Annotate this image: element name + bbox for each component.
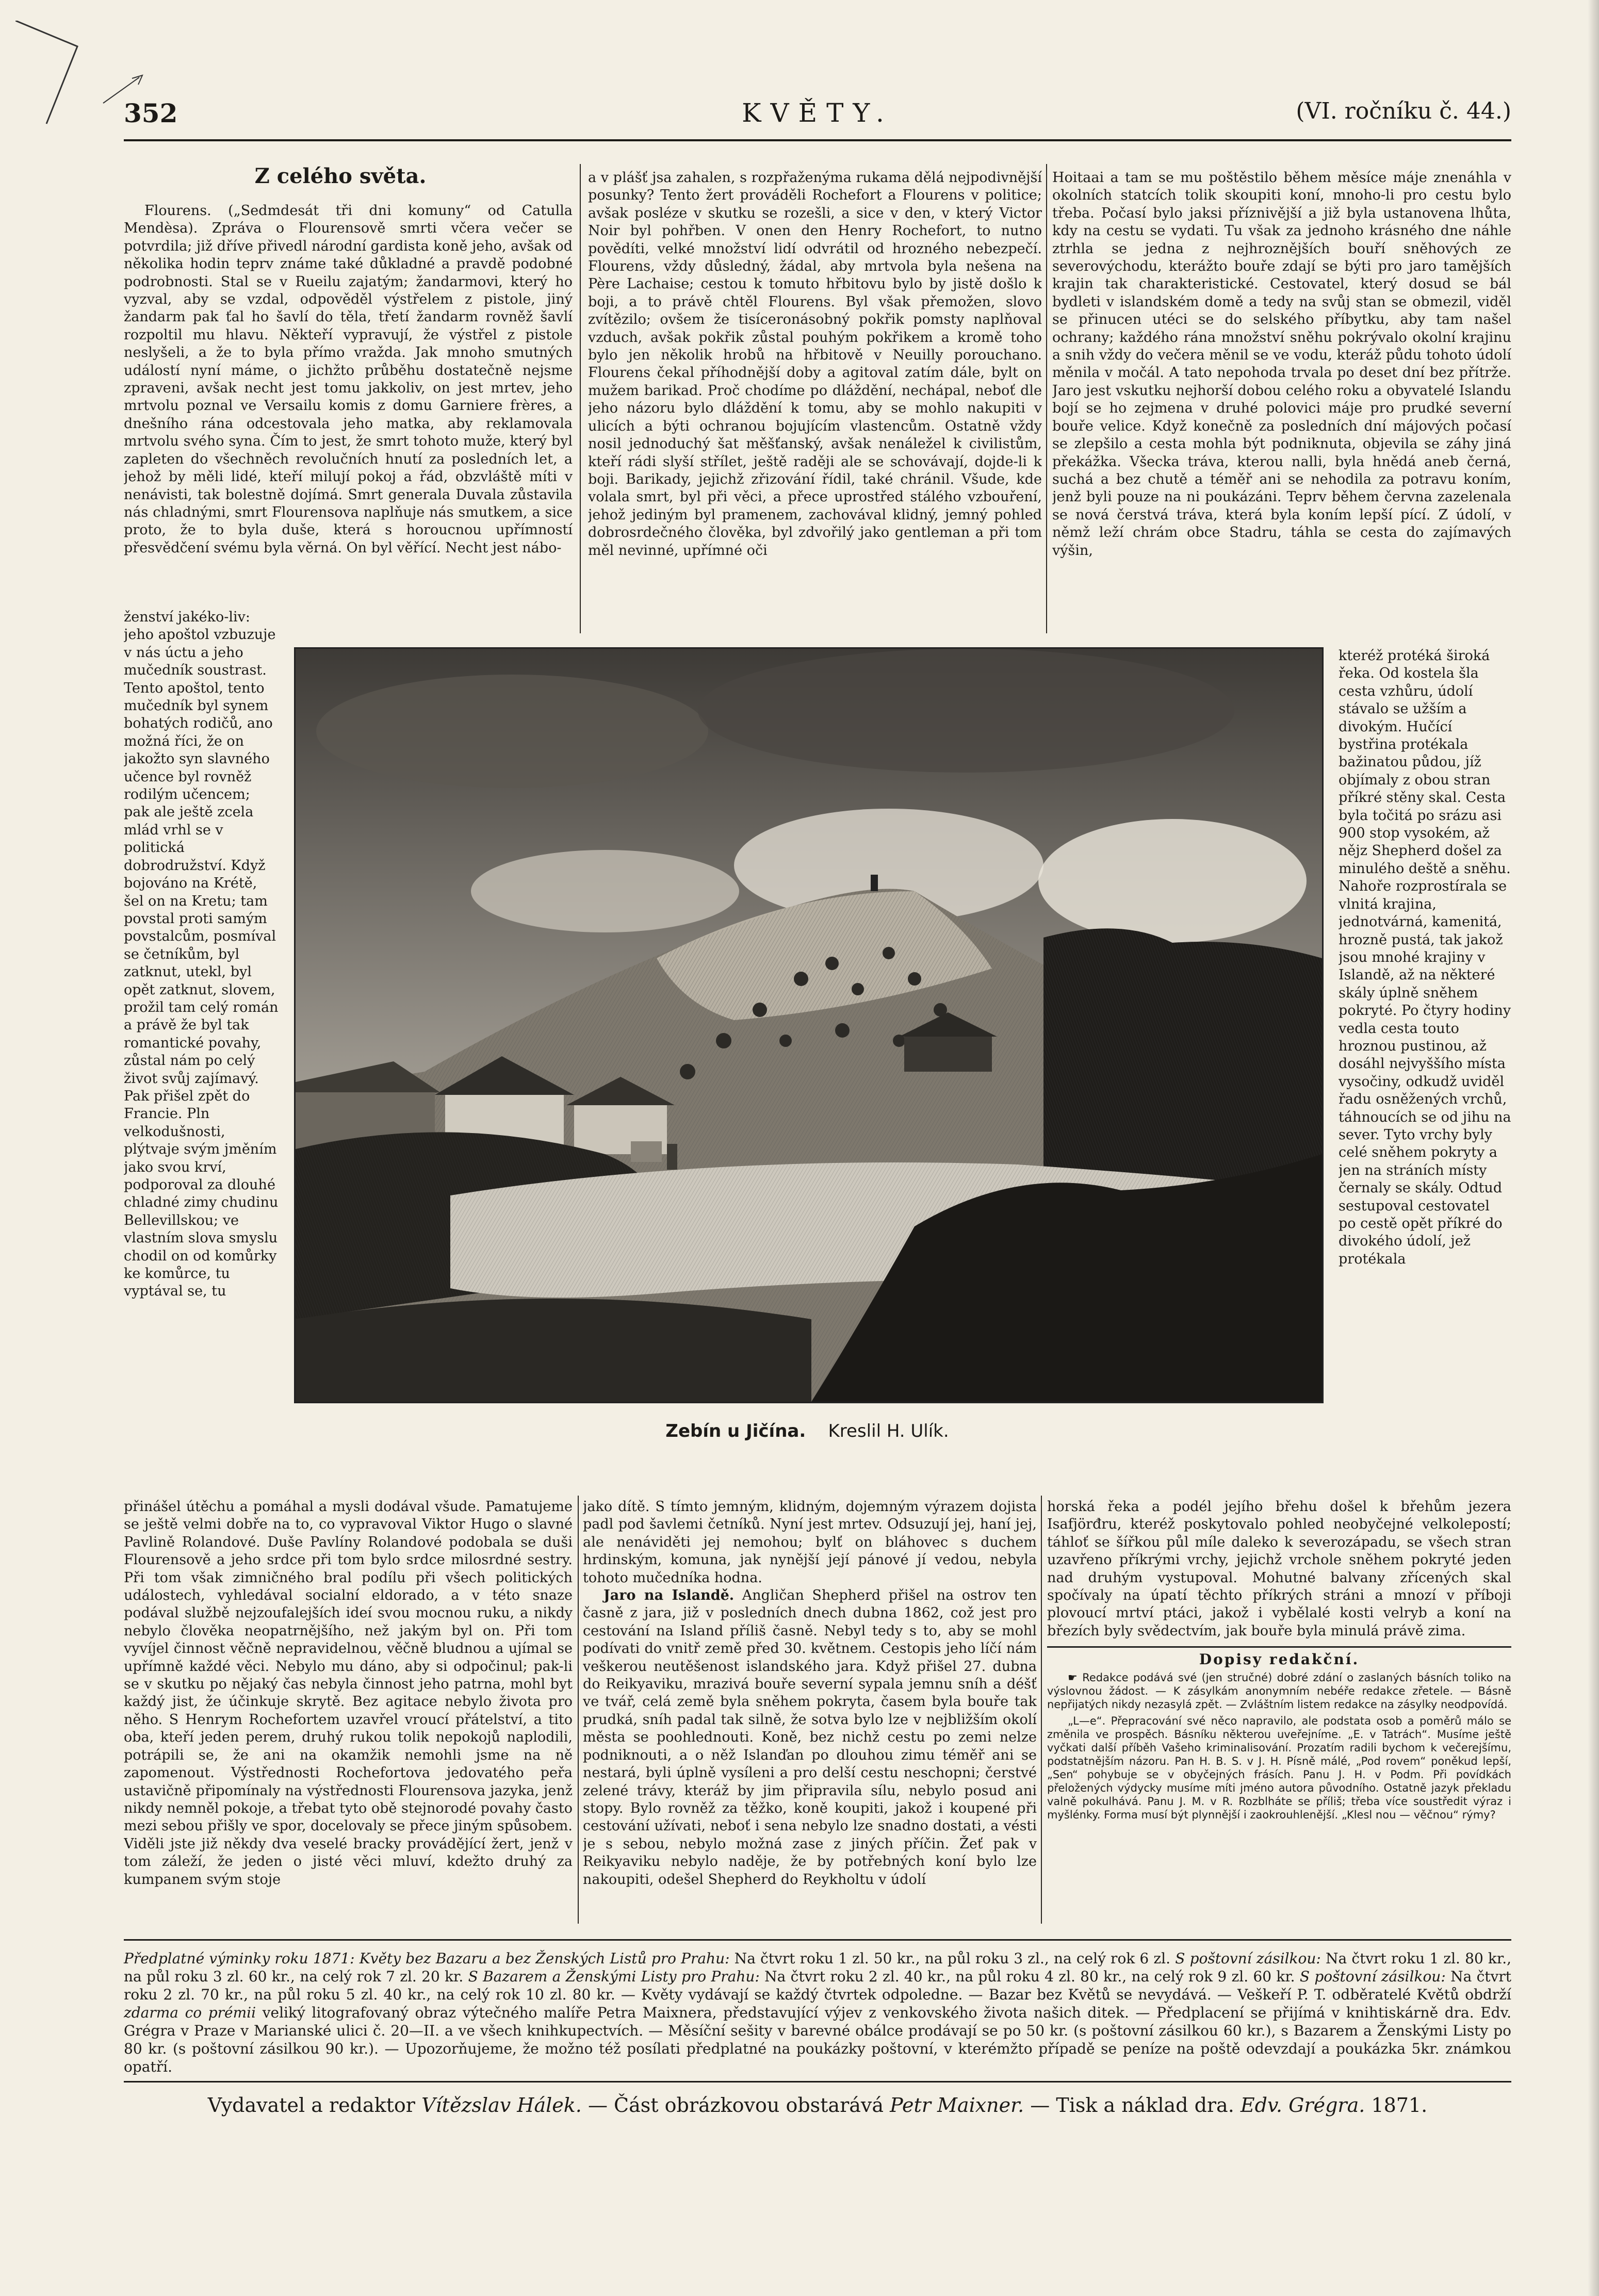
page-number: 352 <box>124 98 178 128</box>
article-jaro-part3: Hoitaai a tam se mu poštěstilo během měsíce máje znenáhla v okolních statcích tolik skoupiti koní, mnoho-li pro cestu bylo třeba. Počasí bylo jaksi příznivější a již byla ustanovena lhůta, kdy na cestu se vydati. Tu však za jednoho krásného dne náhle ztrhla se jedna z nejhroznějších bouří sněhových ze severovýchodu, kterážto bouře zdají se býti pro jaro tamějších krajin tak charakteristické. Cestovatel, který dosud se bál bydleti v islandském domě a tedy na svůj stan se obmezil, viděl se přinucen utéci se do selského příbytku, aby tam našel ochrany; každého rána množství sněhu pokrývalo okolní krajinu a snih vždy do večera měnil se ve vodu, kteráž půdu tohoto údolí měnila v močál. A tato nepohoda trvala po deset dní bez přítrže. Jaro jest vskutku nejhorší dobou celého roku a obyvatelé Islandu bojí se ho zejmena v druhé polovici máje pro prudké severní bouře velice. Když konečně za posledních dní májových počasí se zlepšilo a cesta mohla být podniknuta, objevila se záhy jiná překážka. Všecka tráva, kterou nalli, byla hnědá aneb černá, suchá a bez chutě a téměř ani se nehodila za potravu koním, jenž byli pouze na ni poukázáni. Teprv během červnа zazelenala se nová čerstvá tráva, která byla koním lepší pící. Z údolí, v němž leží chrám obce Stadru, táhla se cesta do zajímavých výšin, <box>1052 170 1511 559</box>
printer-name: Edv. Grégra. <box>1240 2094 1365 2117</box>
column-2-bottom <box>583 1498 1037 1926</box>
subscription-terms: Předplatné výminky roku 1871: Květy bez Bazaru a bez Ženských Listů pro Prahu: Na čtvrt roku 1 zl. 50 kr., na půl roku 3 zl., na celý rok 6 zl. S poštovní zásilkou: Na čtvrt roku 1 zl. 80 kr., na půl roku 3 zl. 60 kr., na celý rok 7 zl. 20 kr. S Bazarem a Ženskými Listy pro Prahu: Na čtvrt roku 2 zl. 40 kr., na půl roku 4 zl. 80 kr., na celý rok 9 zl. 60 kr. S poštovní zásilkou: Na čtvrt roku 2 zl. 70 kr., na půl roku 5 zl. 40 kr., na celý rok 10 zl. 80 kr. — Květy vydávají se každý čtvrtek odpoledne. — Bazar bez Květů se nevydává. — Veškeří P. T. odběratelé Květů obdrží zdarma co prémii veliký litografovaný obraz výtečného malíře Petra Maixnera, představující výjev z venkovského života našich ditek. — Předplacení se přijímá v knihtiskárně dra. Edv. Grégra v Praze v Marianské ulici č. 20—II. a ve všech knihkupectvích. — Měsíční sešity v barevné obálce prodávají se po 50 kr. (s poštovní zásilkou 60 kr.), s Bazarem a Ženskými Listy po 80 kr. (s poštovní zásilkou 90 kr.). — Upozorňujeme, že možno též posílati předplatné na poukázky poštovní, v kterémžto případě se peníze na poště odevzdají a poukázka 5kr. známkou opatří. <box>124 1950 1512 2075</box>
section-title: Z celého světa. <box>254 164 427 188</box>
column-divider-3 <box>578 1496 579 1924</box>
subscription-top-rule <box>124 1939 1511 1941</box>
engraving-illustration <box>294 647 1324 1403</box>
article-flourens-part3: a v plášť jsa zahalen, s rozpřaženýma rukama dělá nejpodivnější posunky? Tento žert prováděli Rochefort a Flourens v politice; avšak posléze v skutku se rozešli, a sice v den, v který Victor Noir byl pohřben. V onen den Henry Rochefort, to nutno povědíti, velké množství lidí odvrátil od hrozného nebezpečí. Flourens, vždy důsledný, žádal, aby mrtvola byla nešena na Père Lachaise; cestou k tomuto hřbitovu bylo by jistě došlo k boji, a to právě chtěl Flourens. Byl však přemožen, slovo zvítězilo; ovšem že tisíceronásobný pokřik pomsty naplňoval vzduch, avšak pokřik zůstal pouhým pokřikem a kromě toho bylo jen několik hrobů na hřbitově v Neuilly porouchano. Flourens čekal příhodnější doby a agitoval zatím dále, bylt on mužem barikad. Proč chodíme po dláždění, nechápal, neboť dle jeho názoru bylo dláždění k tomu, aby se mohlo nakupiti v ulicích a býti ochranou bojujícím vlastencům. Ostatně vždy nosil jednoduchý šat měšťanský, avšak nenáležel k civilistům, kteří rádi slyší střílet, ještě raději ale se schovávají, dojde-li k boji. Barikady, jejichž zřizování řídil, také chránil. Všude, kde volala smrt, byl při věci, a přece uprostřed stálého vzbouření, jehož jediným byl pramenem, zachovával klidný, jemný pohled dobrosrdečného člověka, byl zdvořilý jako gentleman a při tom měl nevinné, upřímné oči <box>588 170 1042 559</box>
article-jaro-part4: kteréž protéká široká řeka. Od kostela šla cesta vzhůru, údolí stávalo se užším a divokým. Hučící bystřina protékala bažinatou půdou, jíž objímaly z obou stran příkré stěny skal. Cesta byla točitá po srázu asi 900 stop vysokém, až nějz Shepherd došel za minulého deště a sněhu. Nahoře rozprostírala se vlnitá krajina, jednotvárná, kamenitá, hrozně pustá, tak jakož jsou mnohé krajiny v Islandě, až na některé skály úplně sněhem pokryté. Po čtyry hodiny vedla cesta touto hroznou pustinou, až dosáhl nejvyššího místa vysočiny, odkudž uviděl řadu osněžených vrchů, táhnoucích se od jihu na sever. Tyto vrchy byly celé sněhem pokryty a jen na stráních místy černaly se skály. Odtud sestupoval cestovatel po cestě opět příkré do divokého údolí, jež protékala <box>1339 648 1511 1267</box>
dopisy-title: Dopisy redakční. <box>1199 1651 1360 1668</box>
page-header <box>124 98 1511 134</box>
column-1-bottom <box>124 1498 573 1926</box>
column-2-top <box>588 169 1042 633</box>
dopisy-body <box>1047 1671 1511 1822</box>
article-flourens-part2: ženství jakéko-liv: jeho apoštol vzbuzuje v nás úctu a jeho mučedník soustrast. Tento apoštol, tento mučedník byl synem bohatých rodičů, ano možná říci, že on jakožto syn slavného učence byl rovněž rodilým učencem; pak ale ještě zcela mlád vrhl se v politická dobrodružství. Když bojováno na Krétě, šel on na Kretu; tam povstal proti samým povstalcům, posmíval se četníkům, byl zatknut, utekl, byl opět zatknut, slovem, prožil tam celý román a právě že byl tak romantické povahy, zůstal nám po celý život svůj zajímavý. Pak přišel zpět do Francie. Pln velkodušnosti, plýtvaje svým jměním jako svou krví, podporoval za dlouhé chladné zimy chudinu Bellevillskou; ve vlastním slova smyslu chodil on od komůrky ke komůrce, tu vyptával se, tu <box>124 609 279 1300</box>
magazine-title: KVĚTY. <box>742 98 893 128</box>
engraving-landscape <box>296 649 1322 1402</box>
page-edge-shadow <box>1588 0 1599 2296</box>
volume-label: (VI. ročníku č. 44.) <box>1296 98 1511 124</box>
column-1-top <box>124 202 573 610</box>
column-3-bottom <box>1047 1498 1511 1926</box>
column-1-narrow <box>124 609 279 1496</box>
column-3-narrow <box>1339 647 1511 1498</box>
illustrator-name: Petr Maixner. <box>890 2094 1024 2117</box>
column-divider-1 <box>580 164 581 633</box>
editor-name: Vítězslav Hálek. <box>421 2094 582 2117</box>
dopisy-item: ☛ Redakce podává své (jen stručné) dobré zdání o zaslaných básních toliko na výslovnou žádost. — K zásylkám anonymním nebéře redakce zřetele. — Básně nepřijatých nikdy nezasylá zpět. — Zvláštním listem redakce na zásylky neodpovídá. <box>1047 1671 1511 1711</box>
article-jaro-part5: horská řeka a podél jejího břehu došel k břehům jezera Isafjörđru, kteréž poskytovalo pohled neobyčejné velkolepostí; táhloť se šířkou půl míle daleko k severozápadu, se všech stran uzavřeno příkrými vrchy, jejichž vrchole sněhem pokryté jeden nad druhým vystupoval. Mohutné balvany zřícených skal spočívaly na úpatí těchto příkrých stráni a mnozí v příboji plovoucí mrtví ptáci, jakož i vybělalé kosti velryb a koní na březích byly svědectvím, jak bouře byla minulá právě zima. <box>1047 1499 1511 1639</box>
article-jaro-part1: Angličan Shepherd přišel na ostrov ten časně z jara, již v posledních dnech dubna 1862, což jest pro cestování na Island příliš časně. Nebyl tedy s to, aby se mohl podívati do vnitř země před 30. květnem. Cestopis jeho líčí nám veškerou neutěšenost islandského jara. Když přišel 27. dubna do Reikyaviku, mrazivá bouře severní sypala jemnu sníh a déšť ve tvář, celá země byla sněhem pokryta, časem byla bouře tak prudká, sníh padal tak silně, že sotva bylo lze v nejbližším okolí města se poohlednouti. Koně, bez nichž cestu po zemi nelze podniknouti, a o něž Islanďan po dlouhou zimu téměř ani se nestará, byli úplně vysíleni a pro delší cestu neschopni; čerstvé zelené trávy, kteráž by jim připravila sílu, nebylo posud ani stopy. Bylo rovněž za těžko, koně koupiti, jakož i koupené při cestování užívati, neboť i sena nebylo lze snadno dostati, a vésti je s sebou, nebylo možná zase z jiných příčin. Žeť pak v Reikyaviku nebylo naděje, že by potřebných koní bylo lze nakoupiti, odešel Shepherd do Reykholtu v údolí <box>583 1587 1037 1888</box>
pointing-hand-icon: ☛ <box>1068 1671 1083 1684</box>
dopisy-item: „L—e“. Přepracování své něco napravilo, ale podstata osob a poměrů málo se změnila ve prospěch. Básníku některou uveřejníme. „E. v Tatrách“. Musíme ještě vyčkati další příběh Vašeho kriminalisování. Prozatím radili bychom k večerejšímu, podstatnějším názoru. Pan H. B. S. v J. H. Písně málé, „Pod rovem“ poněkud lepší, „Sen“ pohybuje se v obyčejných frásích. Panu J. H. v Podm. Při povídkách přeložených výdycky musíme míti jméno autora původního. Ostatně jazyk překladu valně pokulhává. Panu J. M. v R. Rozblháte se příliš; třeba více soustředit výraz i myšlénky. Forma musí být plynnější i zaokrouhlenější. „Klesl nou — věčnou“ rýmy? <box>1047 1714 1511 1821</box>
caption-title: Zebín u Jičína. <box>665 1421 806 1441</box>
column-divider-4 <box>1041 1496 1042 1924</box>
article-jaro-title: Jaro na Islandě. <box>603 1587 735 1604</box>
column-3-top <box>1052 169 1511 633</box>
footer-top-rule <box>124 2081 1511 2082</box>
column-divider-2 <box>1046 164 1047 633</box>
article-flourens-part5: jako dítě. S tímto jemným, klidným, dojemným výrazem dojista padl pod šavlemi četníků. Nyní jest mrtev. Odsuzují jej, haní jej, ale nenáviděti jej nemohou; bylť on bláhovec s duchem hrdinským, komuna, jak nynější její pánové jí vedou, nebyla tohoto mučedníka hodna. <box>583 1499 1037 1586</box>
dopisy-rule <box>1047 1646 1511 1648</box>
header-rule <box>124 139 1511 141</box>
article-flourens-part4: přinášel útěchu a pomáhal a mysli dodával všude. Pamatujeme se ještě velmi dobře na to, co vypravoval Viktor Hugo o slavné Pavlině Rolandové. Duše Pavlíny Rolandové podobala se duši Flourensově a jeho srdce při tom bylo srdce milosrdné sestry. Při tom však zimničného bral podílu při všech politických událostech, vyhledával socialní eldorado, a v této snaze podával službě nejzoufalejších ideí svou mocnou ruku, a nikdy nebylo člověka neopatrnějšího, než jakým byl on. Při tom vyvíjel činnost věčně nepravidelnou, věčně bludnou a ujímal se upřímně každé věci. Nebylo mu dáno, aby si odpočinul; pak-li se v skutku po nějaký čas nebyla činnost jeho patrna, mohl byt každý jist, že účinkuje skrytě. Bez agitace nebylo života pro něho. S Henrym Rochefortem uzavřel vroucí přátelství, a tito oba, kteří jeden perem, druhý rukou tolik nepokojů naplodili, potrápili se, že ani na okamžik nemohli jsme na ně zapomenout. Výstřednosti Rochefortova jedovatého peřa ustavičně připomínaly na výstřednosti Flourensova jazyka, jenž nikdy nemněl pokoje, a třebat tyto obě stejnorodé povahy často mezi sebou přišly ve spor, docelovaly se přece jiným spůsobem. Viděli jste již někdy dva veselé bracky provádějící žert, jenž v tom záleží, že jeden o jisté věci mluví, kdežto druhý za kumpanem svým stoje <box>124 1499 573 1888</box>
article-flourens-part1: Flourens. („Sedmdesát tři dni komuny“ od Catulla Mendèsa). Zpráva o Flourensově smrti včera večer se potvrdila; již dříve přivedl národní gardista koně jeho, avšak od několika hodin teprv známe také důkladné a pravdě podobné podrobnosti. Stal se v Rueilu zajatým; žandarmovi, který ho vyzval, aby se vzdal, odpověděl výstřelem z pistole, jiný žandarm pak ťal ho šavlí do těla, třetí žandarm rovněž šavlí rozpoltil mu hlavu. Někteří vypravují, že výstřel z pistole neslyšeli, a že to byla přímo vražda. Jak mnoho smutných událostí nyní máme, o jichžto průběhu dostatečně nejsme zpraveni, avšak necht jest tomu jakkoliv, on jest mrtev, jeho mrtvolu poznal ve Versailu komis z domu Garniere frères, a dnešního rána odcestovala jeho matka, aby reklamovala mrtvolu svého syna. Čím to jest, že smrt tohoto muže, který byl zapleten do všechněch revolučních hnutí za posledních let, a jehož by měli lidé, kteří milují pokoj a řád, obzvláště míti v nenávisti, tak bolestně dojímá. Smrt generala Duvala zůstavila nás chladnými, smrt Flourensova naplňuje nás smutkem, a sice proto, že to byla duše, která s horoucnou upřímností přesvědčení svému byla věrná. On byl věřící. Necht jest nábo- <box>124 203 573 556</box>
engraving-caption <box>294 1421 1320 1441</box>
caption-credit: Kreslil H. Ulík. <box>828 1421 949 1441</box>
publisher-footer: Vydavatel a redaktor Vítězslav Hálek. — Část obrázkovou obstarává Petr Maixner. — Tisk a náklad dra. Edv. Grégra. 1871. <box>207 2094 1428 2117</box>
